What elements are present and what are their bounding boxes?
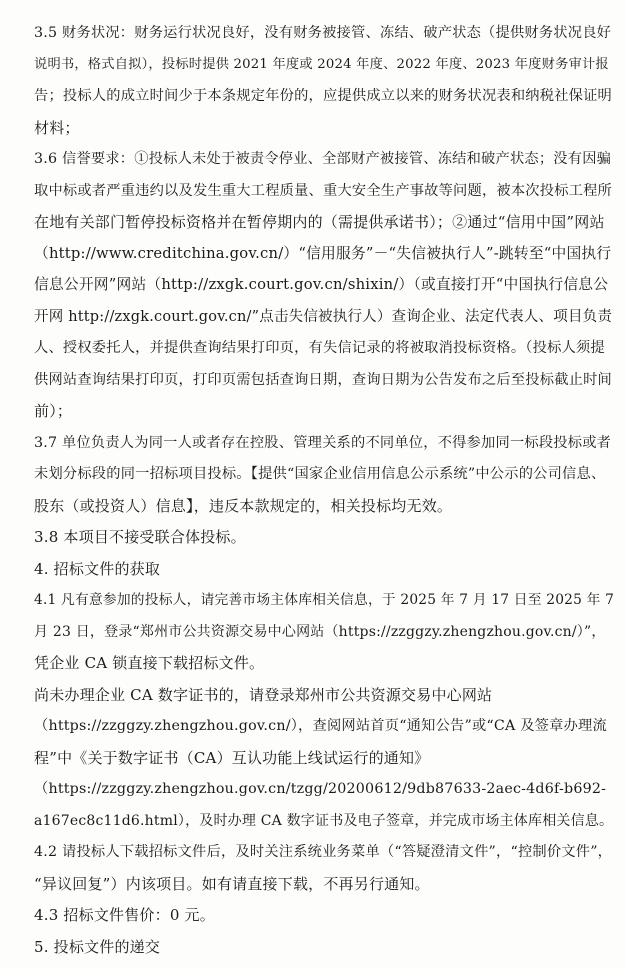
text-line: 4.3 招标文件售价：0 元。	[34, 906, 215, 924]
text-line: “异议回复”）内该项目。如有请直接下载，不再另行通知。	[34, 874, 430, 893]
text-line: 前）；	[34, 402, 73, 420]
text-line: 信息公开网”网站（http://zxgk.court.gov.cn/shixin/）（或直接打开“中国执行信息公	[34, 276, 609, 293]
text-line: 4.2 请投标人下载招标文件后，及时关注系统业务菜单（“答疑澄清文件”，“控制价文件”，	[34, 844, 613, 860]
text-line: 在地有关部门暂停投标资格并在暂停期内的（需提供承诺书）；②通过“信用中国”网站	[34, 213, 605, 231]
text-line: 告；投标人的成立时间少于本条规定年份的，应提供成立以来的财务状况表和纳税社保证明	[34, 88, 613, 104]
text-line: 3.5 财务状况：财务运行状况良好，没有财务被接管、冻结、破产状态（提供财务状况良好	[34, 25, 612, 41]
text-line: 股东（或投资人）信息】，违反本款规定的，相关投标均无效。	[34, 496, 453, 515]
text-line: 凭企业 CA 锁直接下载招标文件。	[34, 654, 265, 672]
text-line: （https://zzggzy.zhengzhou.gov.cn/），查阅网站首页“通知公告”或“CA 及签章办理流	[34, 718, 607, 734]
text-line: （https://zzggzy.zhengzhou.gov.cn/tzgg/20200612/9db87633-2aec-4d6f-b692-	[34, 781, 607, 797]
section-heading: 4. 招标文件的获取	[34, 559, 161, 578]
text-line: 程”中《关于数字证书（CA）互认功能上线试运行的通知》	[34, 748, 430, 767]
text-line: 取中标或者严重违约以及发生重大工程质量、重大安全生产事故等问题，被本次投标工程所	[34, 182, 613, 199]
text-line: 3.8 本项目不接受联合体投标。	[34, 528, 246, 546]
text-line: 人、授权委托人，并提供查询结果打印页，有失信记录的将被取消投标资格。（投标人须提	[34, 340, 605, 356]
section-heading: 5. 投标文件的递交	[34, 937, 161, 956]
text-line: 月 23 日，登录“郑州市公共资源交易中心网站（https://zzggzy.zhengzhou.gov.cn/）”，	[34, 623, 606, 640]
text-line: 材料；	[34, 118, 80, 137]
text-line: 供网站查询结果打印页，打印页需包括查询日期，查询日期为公告发布之后至投标截止时间	[34, 371, 613, 388]
text-line: 未划分标段的同一招标项目投标。【提供“国家企业信用信息公示系统”中公示的公司信息、	[34, 466, 606, 482]
text-line: 4.1 凡有意参加的投标人，请完善市场主体库相关信息，于 2025 年 7 月 17 日至 2025 年 7	[34, 592, 615, 608]
text-line: 开网 http://zxgk.court.gov.cn/”点击失信被执行人）查询企业、法定代表人、项目负责	[34, 308, 613, 325]
text-line: 3.7 单位负责人为同一人或者存在控股、管理关系的不同单位，不得参加同一标段投标或者	[34, 434, 612, 451]
text-line: 3.6 信誉要求：①投标人未处于被责令停业、全部财产被接管、冻结和破产状态；没有因骗	[34, 151, 612, 167]
text-line: （http://www.creditchina.gov.cn/）“信用服务”－“失信被执行人”-跳转至“中国执行	[34, 244, 612, 262]
text-line: a167ec8c11d6.html），及时办理 CA 数字证书及电子签章，并完成市场主体库相关信息。	[34, 812, 614, 829]
text-line: 说明书，格式自拟），投标时提供 2021 年度或 2024 年度、2022 年度、2023 年度财务审计报	[34, 56, 609, 72]
text-line: 尚未办理企业 CA 数字证书的，请登录郑州市公共资源交易中心网站	[34, 685, 493, 704]
